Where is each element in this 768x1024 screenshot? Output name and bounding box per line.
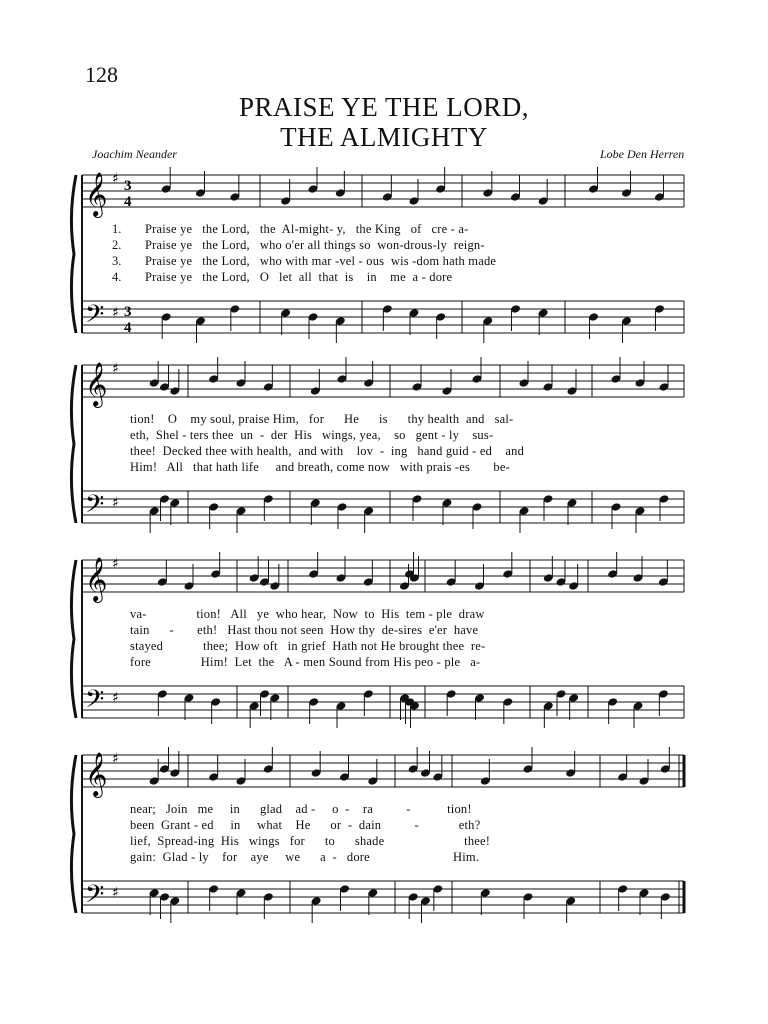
time-signature-denominator: 4 bbox=[124, 194, 132, 210]
treble-clef-icon: 𝄞 bbox=[85, 362, 108, 406]
lyric-line: near; Join me in glad ad - o - ra - tion! bbox=[130, 802, 472, 816]
key-signature-sharp: ♯ bbox=[112, 690, 119, 706]
bass-clef-icon: 𝄢 bbox=[85, 880, 105, 915]
tune-name-credit: Lobe Den Herren bbox=[600, 147, 685, 161]
system-bracket bbox=[71, 175, 76, 333]
lyric-line: gain: Glad - ly for aye we a - dore Him. bbox=[130, 850, 480, 864]
lyric-line: tion! O my soul, praise Him, for He is thy health and sal- bbox=[130, 412, 514, 426]
lyric-line: va- tion! All ye who hear, Now to His tem - ple draw bbox=[130, 607, 485, 621]
key-signature-sharp: ♯ bbox=[112, 305, 119, 321]
bass-clef-icon: 𝄢 bbox=[85, 300, 105, 335]
time-signature-numerator: 3 bbox=[124, 178, 132, 194]
lyric-line: stayed thee; How oft in grief Hath not He brought thee re- bbox=[130, 639, 486, 653]
lyric-line: Praise ye the Lord, who with mar -vel - ous wis -dom hath made bbox=[145, 254, 497, 268]
hymn-title-line-2: THE ALMIGHTY bbox=[280, 122, 488, 152]
lyric-line: tain - eth! Hast thou not seen How thy de-sires e'er have bbox=[130, 623, 479, 637]
key-signature-sharp: ♯ bbox=[112, 171, 119, 187]
lyric-line: eth, Shel - ters thee un - der His wings, yea, so gent - ly sus- bbox=[130, 428, 494, 442]
lyric-line: thee! Decked thee with health, and with lov - ing hand guid - ed and bbox=[130, 444, 525, 458]
hymn-title-line-1: PRAISE YE THE LORD, bbox=[238, 92, 529, 122]
lyric-line: lief, Spread-ing His wings for to shade thee! bbox=[130, 834, 491, 848]
bass-clef-icon: 𝄢 bbox=[85, 685, 105, 720]
key-signature-sharp: ♯ bbox=[112, 556, 119, 572]
key-signature-sharp: ♯ bbox=[112, 751, 119, 767]
lyric-line: Praise ye the Lord, who o'er all things so won-drous-ly reign- bbox=[145, 238, 485, 252]
page-number: 128 bbox=[85, 62, 118, 87]
key-signature-sharp: ♯ bbox=[112, 495, 119, 511]
system-bracket bbox=[71, 560, 76, 718]
verse-number: 2. bbox=[112, 238, 122, 252]
lyric-line: been Grant - ed in what He or - dain - eth? bbox=[130, 818, 481, 832]
verse-number: 3. bbox=[112, 254, 122, 268]
lyric-line: fore Him! Let the A - men Sound from His peo - ple a- bbox=[130, 655, 481, 669]
system-bracket bbox=[71, 755, 76, 913]
verse-number: 4. bbox=[112, 270, 122, 284]
bass-clef-icon: 𝄢 bbox=[85, 490, 105, 525]
treble-clef-icon: 𝄞 bbox=[85, 557, 108, 601]
treble-clef-icon: 𝄞 bbox=[85, 752, 108, 796]
treble-clef-icon: 𝄞 bbox=[85, 172, 108, 216]
verse-number: 1. bbox=[112, 222, 122, 236]
lyric-line: Praise ye the Lord, O let all that is in me a - dore bbox=[145, 270, 453, 284]
time-signature-numerator: 3 bbox=[124, 304, 132, 320]
lyricist-credit: Joachim Neander bbox=[92, 147, 177, 161]
lyric-line: Him! All that hath life and breath, come now with prais -es be- bbox=[130, 460, 510, 474]
key-signature-sharp: ♯ bbox=[112, 361, 119, 377]
time-signature-denominator: 4 bbox=[124, 320, 132, 336]
lyric-line: Praise ye the Lord, the Al-might- y, the King of cre - a- bbox=[145, 222, 469, 236]
key-signature-sharp: ♯ bbox=[112, 885, 119, 901]
system-bracket bbox=[71, 365, 76, 523]
